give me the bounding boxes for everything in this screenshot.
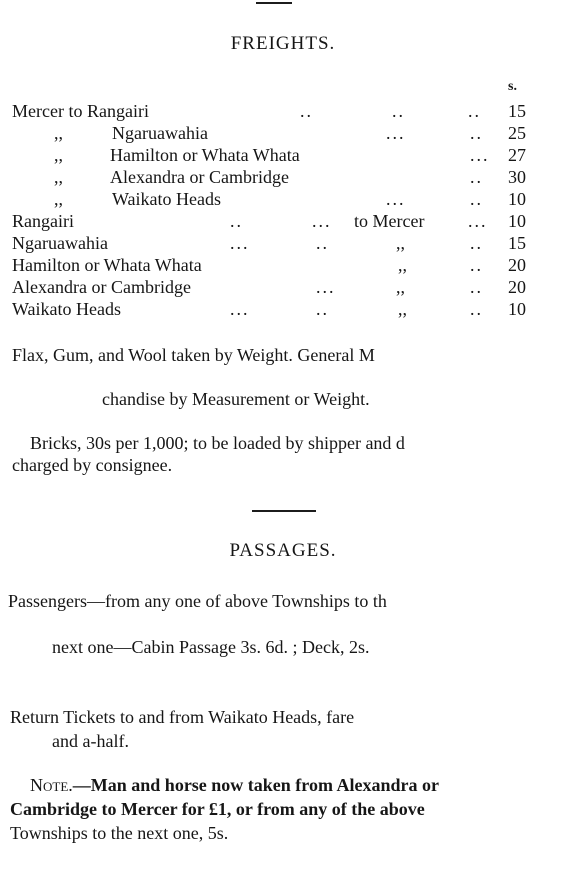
freight-row [0,232,566,254]
freight-row [0,298,566,320]
row-from: ,, [54,123,63,143]
row-to: to Mercer [354,211,425,231]
row-to: Hamilton or Whata Whata [110,145,300,165]
row-value: 10 [508,299,526,319]
row-value: 20 [508,255,526,275]
note-text-1: —Man and horse now taken from Alexandra or [72,775,439,795]
freight-row [0,144,566,166]
row-dots-1: ... [230,233,250,253]
row-to: ,, [398,299,407,319]
freight-row [0,166,566,188]
row-dots-2: ... [316,277,336,297]
row-to: Alexandra or Cambridge [110,167,289,187]
row-dots-3: ... [470,145,490,165]
row-value: 10 [508,211,526,231]
freights-heading: FREIGHTS. [230,33,336,54]
row-value: 10 [508,189,526,209]
row-from: Mercer to Rangairi [12,101,149,121]
row-value: 27 [508,145,526,165]
top-rule [256,2,292,4]
note-line-1 [30,774,439,796]
freight-row [0,254,566,276]
row-from: Waikato Heads [12,299,122,319]
row-dots-3: .. [468,101,481,121]
row-to: Waikato Heads [112,189,222,209]
freight-row [0,276,566,298]
freight-row [0,210,566,232]
row-to: ,, [396,233,405,253]
row-from: ,, [54,189,63,209]
freight-note-bricks-cont: charged by consignee. [12,455,173,475]
row-from: Hamilton or Whata Whata [12,255,202,275]
row-dots-1: ... [230,299,250,319]
row-from: Ngaruawahia [12,233,108,253]
row-dots-1: .. [300,101,313,121]
return-tickets-line-2: and a-half. [52,731,129,751]
row-value: 25 [508,123,526,143]
row-dots-3: .. [470,233,483,253]
freight-row [0,188,566,210]
freight-row [0,100,566,122]
row-dots-3: ... [468,211,488,231]
return-tickets-line-1: Return Tickets to and from Waikato Heads, fare [10,707,355,727]
row-dots-3: .. [470,277,483,297]
freight-note-measure: chandise by Measurement or Weight. [102,389,370,409]
passages-line-2: next one—Cabin Passage 3s. 6d. ; Deck, 2s. [52,637,370,657]
row-from: ,, [54,167,63,187]
row-dots-3: .. [470,255,483,275]
row-dots-2: .. [316,299,329,319]
row-value: 30 [508,167,526,187]
passages-line-1: Passengers—from any one of above Townships to th [8,591,387,611]
passages-heading: PASSAGES. [229,540,337,561]
row-dots-3: .. [470,167,483,187]
row-to: ,, [396,277,405,297]
row-dots-1: .. [230,211,243,231]
row-dots-2: ... [386,123,406,143]
row-from: Rangairi [12,211,74,231]
freight-note-bricks: Bricks, 30s per 1,000; to be loaded by shipper and d [30,433,405,453]
row-value: 15 [508,233,526,253]
row-dots-3: .. [470,189,483,209]
row-to: Ngaruawahia [112,123,208,143]
note-line-3: Townships to the next one, 5s. [10,823,229,843]
note-line-2: Cambridge to Mercer for £1, or from any of the above [10,799,425,819]
row-dots-2: .. [316,233,329,253]
freight-note-weight: Flax, Gum, and Wool taken by Weight. General M [12,345,375,365]
row-value: 20 [508,277,526,297]
note-label: Note. [30,775,73,795]
row-dots-2: .. [392,101,405,121]
row-from: Alexandra or Cambridge [12,277,191,297]
section-rule [252,510,316,512]
row-from: ,, [54,145,63,165]
freight-row [0,122,566,144]
row-dots-3: .. [470,123,483,143]
shillings-column-header: s. [508,79,517,94]
row-dots-2: ... [312,211,332,231]
row-dots-2: ... [386,189,406,209]
row-value: 15 [508,101,526,121]
row-dots-3: .. [470,299,483,319]
row-to: ,, [398,255,407,275]
